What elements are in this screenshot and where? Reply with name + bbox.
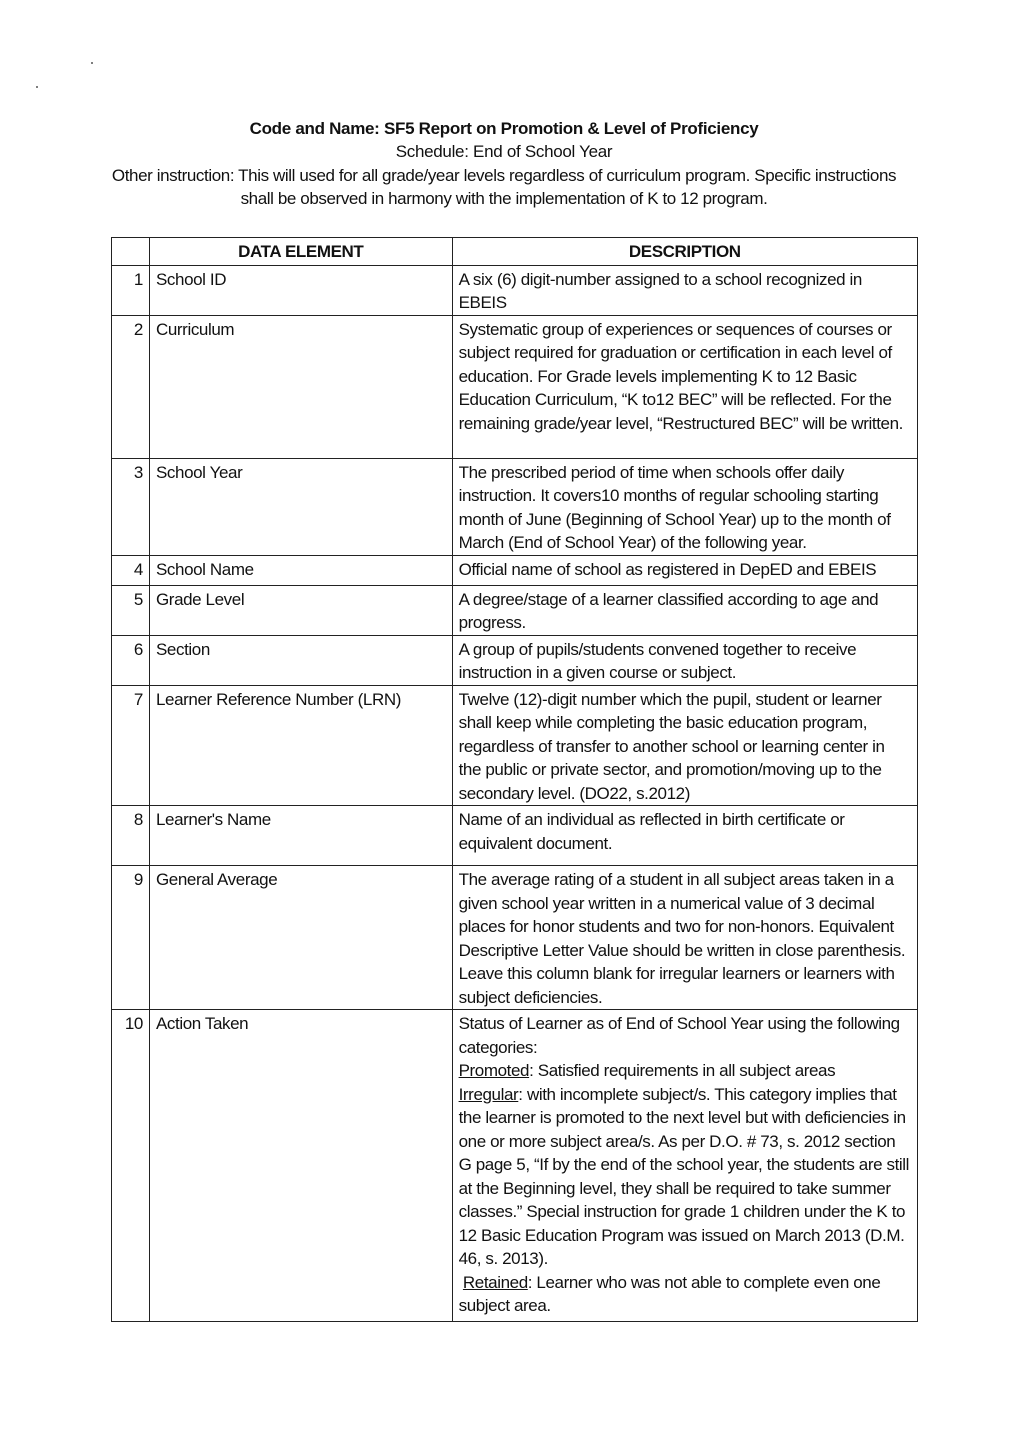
row-number: 9 bbox=[112, 866, 150, 1010]
row-number: 5 bbox=[112, 585, 150, 635]
row-number: 3 bbox=[112, 458, 150, 555]
row-number: 6 bbox=[112, 635, 150, 685]
row-element: Grade Level bbox=[149, 585, 452, 635]
row-element: School ID bbox=[149, 265, 452, 315]
table-row bbox=[112, 315, 918, 458]
row-description: Twelve (12)-digit number which the pupil, student or learner shall keep while completing the basic education program, regardless of transfer to another school or learning center in the public or private sector, and promotion/moving up to the secondary level. (DO22, s.2012) bbox=[452, 685, 917, 806]
scan-speck bbox=[91, 62, 93, 64]
header-number bbox=[112, 238, 150, 266]
row-description: A six (6) digit-number assigned to a school recognized in EBEIS bbox=[452, 265, 917, 315]
row-description: The average rating of a student in all subject areas taken in a given school year written in a numerical value of 3 decimal places for honor students and two for non-honors. Equivalent Descriptive Letter Value should be written in close parenthesis. Leave this column blank for irregular learners or learners with subject deficiencies. bbox=[452, 866, 917, 1010]
table-row bbox=[112, 806, 918, 866]
promoted-text: : Satisfied requirements in all subject areas bbox=[529, 1061, 836, 1080]
row-element: School Year bbox=[149, 458, 452, 555]
table-row bbox=[112, 635, 918, 685]
row-element: Action Taken bbox=[149, 1010, 452, 1322]
table-row bbox=[112, 585, 918, 635]
table-header-row bbox=[112, 238, 918, 266]
scan-speck bbox=[36, 86, 38, 88]
row-description bbox=[452, 1010, 917, 1322]
table-row bbox=[112, 265, 918, 315]
row-element: Curriculum bbox=[149, 315, 452, 458]
row-element: Learner's Name bbox=[149, 806, 452, 866]
row-description: A degree/stage of a learner classified according to age and progress. bbox=[452, 585, 917, 635]
table-row bbox=[112, 685, 918, 806]
table-row bbox=[112, 866, 918, 1010]
row-number: 8 bbox=[112, 806, 150, 866]
table-row bbox=[112, 1010, 918, 1322]
header-description: DESCRIPTION bbox=[452, 238, 917, 266]
data-element-table bbox=[111, 237, 918, 1322]
document-schedule: Schedule: End of School Year bbox=[395, 142, 613, 161]
row-description: The prescribed period of time when schools offer daily instruction. It covers10 months of regular schooling starting month of June (Beginning of School Year) up to the month of March (End of School Year) of the following year. bbox=[452, 458, 917, 555]
document-title: Code and Name: SF5 Report on Promotion & Level of Proficiency bbox=[249, 119, 759, 138]
promoted-term: Promoted bbox=[458, 1061, 530, 1080]
row-element: Learner Reference Number (LRN) bbox=[149, 685, 452, 806]
row-description: Official name of school as registered in DepED and EBEIS bbox=[452, 555, 917, 585]
retained-text: : Learner who was not able to complete even one subject area. bbox=[458, 1272, 881, 1315]
document-instruction: Other instruction: This will used for all grade/year levels regardless of curriculum program. Specific instructions shall be observed in harmony with the implementation of K to 12 program. bbox=[111, 166, 897, 208]
row-number: 2 bbox=[112, 315, 150, 458]
row-number: 4 bbox=[112, 555, 150, 585]
row-number: 1 bbox=[112, 265, 150, 315]
row-description: A group of pupils/students convened together to receive instruction in a given course or subject. bbox=[452, 635, 917, 685]
row-description: Systematic group of experiences or sequences of courses or subject required for graduation or certification in each level of education. For Grade levels implementing K to 12 Basic Education Curriculum, “K to12 BEC” will be reflected. For the remaining grade/year level, “Restructured BEC” will be written. bbox=[452, 315, 917, 458]
irregular-text: : with incomplete subject/s. This category implies that the learner is promoted to the next level but with deficiencies in one or more subject area/s. As per D.O. # 73, s. 2012 section G page 5, “If by the end of the school year, the students are still at the Beginning level, they shall be required to take summer classes.” Special instruction for grade 1 children under the K to 12 Basic Education Program was issued on March 2013 (D.M. 46, s. 2013). bbox=[458, 1084, 910, 1268]
retained-term: Retained bbox=[462, 1272, 528, 1292]
row-element: General Average bbox=[149, 866, 452, 1010]
irregular-term: Irregular bbox=[458, 1084, 519, 1104]
row-element: School Name bbox=[149, 555, 452, 585]
table-row bbox=[112, 458, 918, 555]
header-data-element: DATA ELEMENT bbox=[149, 238, 452, 266]
table-row bbox=[112, 555, 918, 585]
row-description: Name of an individual as reflected in birth certificate or equivalent document. bbox=[452, 806, 917, 866]
row-element: Section bbox=[149, 635, 452, 685]
action-intro: Status of Learner as of End of School Year using the following categories: bbox=[458, 1014, 900, 1057]
row-number: 10 bbox=[112, 1010, 150, 1322]
document-header bbox=[100, 118, 908, 210]
row-number: 7 bbox=[112, 685, 150, 806]
